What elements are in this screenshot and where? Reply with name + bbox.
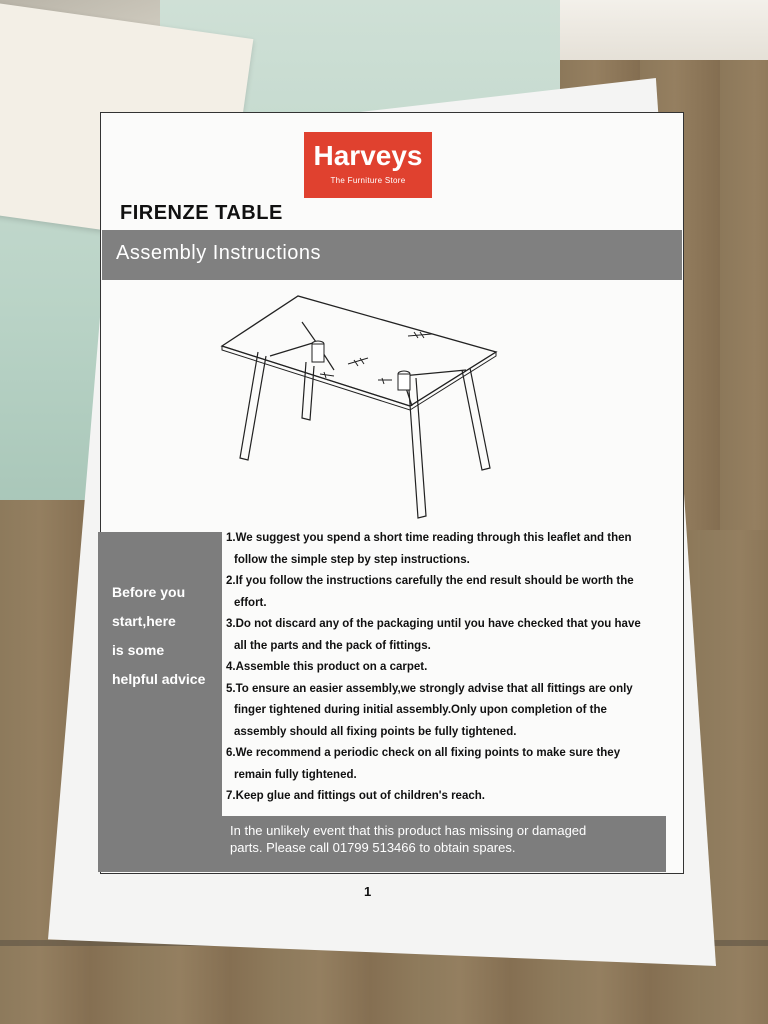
advice-line: finger tightened during initial assembly.Only upon completion of the (234, 704, 607, 716)
advice-line: 1.We suggest you spend a short time reading through this leaflet and then (226, 532, 632, 544)
advice-line: remain fully tightened. (234, 768, 357, 781)
advice-line: 3.Do not discard any of the packaging until you have checked that you have (226, 618, 641, 630)
advice-heading-line: Before you (112, 584, 186, 600)
advice-line: effort. (234, 596, 267, 609)
advice-line: follow the simple step by step instructions. (234, 553, 470, 566)
advice-line: all the parts and the pack of fittings. (234, 639, 431, 652)
spares-note (222, 816, 666, 872)
advice-heading-line: helpful advice (112, 671, 206, 687)
advice-line: 6.We recommend a periodic check on all fixing points to make sure they (226, 747, 621, 759)
advice-heading (112, 578, 222, 694)
advice-list (226, 528, 646, 808)
advice-heading-line: start,here (112, 613, 176, 629)
advice-line: 2.If you follow the instructions carefully the end result should be worth the (226, 575, 634, 587)
section-title: Assembly Instructions (116, 242, 322, 264)
advice-line: 5.To ensure an easier assembly,we strongly advise that all fittings are only (226, 682, 633, 695)
brand-logo (304, 132, 432, 198)
advice-line: 7.Keep glue and fittings out of children's reach. (226, 790, 485, 802)
document-page (58, 60, 698, 940)
advice-heading-line: is some (112, 642, 165, 658)
spares-note-line: parts. Please call 01799 513466 to obtain spares. (230, 840, 516, 855)
section-title-bar (102, 230, 682, 280)
advice-sidebar (98, 532, 222, 872)
spares-note-line: In the unlikely event that this product has missing or damaged (230, 823, 587, 838)
product-title: FIRENZE TABLE (120, 202, 283, 224)
brand-tagline: The Furniture Store (330, 176, 406, 185)
advice-line: 4.Assemble this product on a carpet. (226, 661, 428, 673)
advice-line: assembly should all fixing points be fully tightened. (234, 725, 517, 738)
table-illustration (102, 282, 682, 522)
brand-name: Harveys (313, 140, 423, 171)
page-number: 1 (364, 884, 372, 899)
